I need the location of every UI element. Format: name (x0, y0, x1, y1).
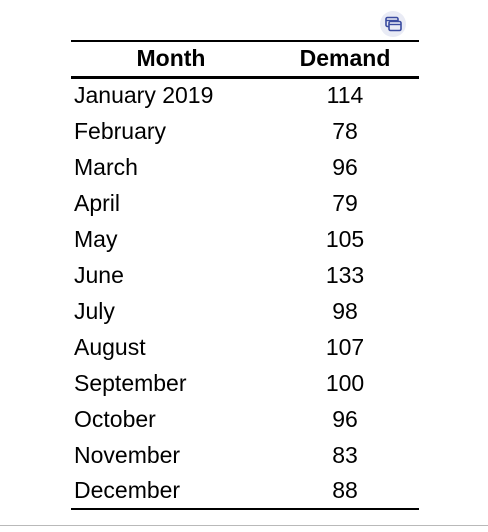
table-row (71, 257, 419, 293)
column-header-month: Month (71, 41, 271, 77)
table-row (71, 473, 419, 509)
table-row (71, 77, 419, 113)
month-cell: September (74, 369, 187, 396)
month-cell: April (74, 189, 121, 216)
demand-cell: 100 (325, 369, 365, 396)
demand-cell: 78 (332, 117, 358, 144)
demand-table (71, 40, 419, 510)
demand-cell: 79 (332, 189, 358, 216)
table-body (71, 77, 419, 509)
month-cell: May (74, 225, 118, 252)
table-row (71, 293, 419, 329)
month-cell: March (74, 153, 138, 180)
month-cell: January 2019 (74, 82, 214, 109)
table-row (71, 365, 419, 401)
table-row (71, 329, 419, 365)
month-cell: November (74, 441, 181, 468)
table-row (71, 185, 419, 221)
header-row (71, 41, 419, 77)
demand-cell: 98 (332, 297, 358, 324)
demand-cell: 105 (325, 225, 365, 252)
demand-cell: 88 (271, 473, 419, 509)
month-cell: October (74, 405, 156, 432)
table-row (71, 113, 419, 149)
table-row (71, 437, 419, 473)
column-header-demand: Demand (271, 41, 419, 77)
table-row (71, 401, 419, 437)
demand-cell: 96 (332, 153, 358, 180)
month-cell: July (74, 297, 115, 324)
table-row (71, 221, 419, 257)
demand-cell: 114 (326, 82, 364, 109)
month-cell: June (74, 261, 124, 288)
bottom-divider (0, 525, 488, 526)
table-header (71, 41, 419, 77)
demand-cell: 107 (325, 333, 365, 360)
copy-icon[interactable] (380, 11, 406, 37)
month-cell: February (74, 117, 167, 144)
demand-cell: 133 (325, 261, 365, 288)
demand-cell: 83 (332, 441, 358, 468)
demand-cell: 96 (332, 405, 358, 432)
month-cell: August (74, 333, 146, 360)
table-row (71, 149, 419, 185)
month-cell: December (71, 473, 271, 509)
